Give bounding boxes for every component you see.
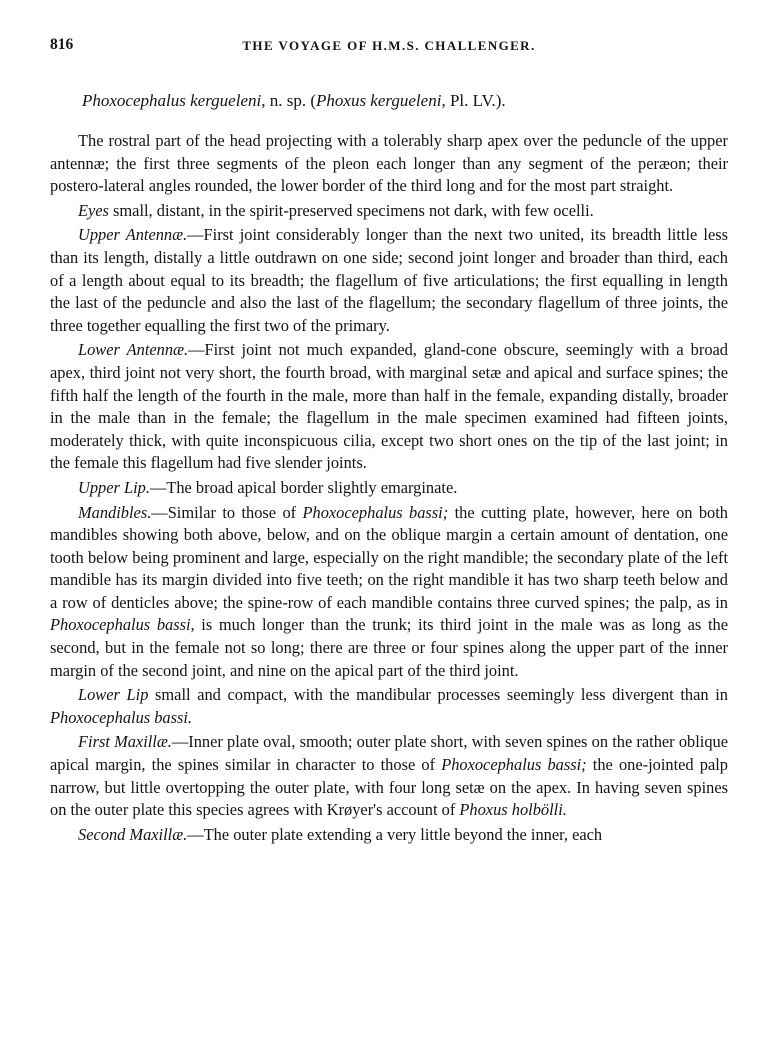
paragraph-eyes <box>50 200 728 223</box>
paragraph-text: small and compact, with the mandibular processes seemingly less divergent than in <box>148 685 728 705</box>
running-title: THE VOYAGE OF H.M.S. CHALLENGER. <box>242 38 536 53</box>
section-label: Mandibles. <box>78 502 152 522</box>
section-label: Second Maxillæ. <box>78 824 188 844</box>
paragraph-text: —The broad apical border slightly emarginate. <box>149 477 458 497</box>
paragraph-text: —Similar to those of <box>151 502 303 522</box>
paragraph-intro: The rostral part of the head projecting with a tolerably sharp apex over the peduncle of the upper antennæ; the first three segments of the pleon each longer than any segment of the peræon; their postero-lateral angles rounded, the lower border of the third long and for the most part straight. <box>50 131 728 196</box>
paragraph-first-maxillae <box>50 731 728 821</box>
species-heading <box>82 90 728 112</box>
page-number: 816 <box>50 36 74 53</box>
paragraph-text: —The outer plate extending a very little beyond the inner, each <box>187 824 603 844</box>
species-reference: Phoxocephalus bassi, <box>50 615 195 635</box>
page <box>50 36 728 846</box>
plate-reference: , Pl. LV.). <box>441 91 506 110</box>
species-name: Phoxocephalus kergueleni <box>82 91 262 110</box>
body-text <box>50 130 728 846</box>
section-label: First Maxillæ. <box>78 732 172 752</box>
paragraph-upper-antennae <box>50 224 728 337</box>
paragraph-text: —First joint considerably longer than the next two united, its breadth little less than its length, distally a little outdrawn on one side; second joint longer and broader than third, each of a length about equal to its breadth; the flagellum of five articulations; the first equalling in length the last of the peduncle and also the last of the flagellum; the secondary flagellum of three joints, the three together equalling the first two of the primary. <box>50 225 728 335</box>
species-synonym: Phoxus kergueleni <box>316 91 442 110</box>
paragraph-mandibles <box>50 502 728 683</box>
paragraph-second-maxillae <box>50 824 728 847</box>
paragraph-text: —First joint not much expanded, gland-cone obscure, seemingly with a broad apex, third joint not very short, the fourth broad, with marginal setæ and apical and surface spines; the fifth half the length of the fourth in the male, more than half in the female, expanding distally, broader in the male than in the female; the flagellum in the male specimen examined had fifteen joints, moderately thick, with quite inconspicuous cilia, except two short ones on the tip of the last joint; in the female this flagellum had five slender joints. <box>50 340 728 473</box>
paragraph-text: the one-jointed palp narrow, but little overtopping the outer plate, with four long setæ on the apex. In having seven spines on the outer plate this species agrees with Krøyer's account of <box>50 755 728 820</box>
section-label: Eyes <box>78 200 109 220</box>
paragraph-text: is much longer than the trunk; its third joint in the male was as long as the second, but in the female not so long; there are three or four spines along the upper part of the inner margin of the second joint, and nine on the apical part of the third joint. <box>50 615 728 680</box>
running-head <box>50 36 728 60</box>
section-label: Upper Lip. <box>78 477 150 497</box>
species-reference: Phoxocephalus bassi; <box>441 755 587 775</box>
paragraph-text: small, distant, in the spirit-preserved specimens not dark, with few ocelli. <box>108 200 594 220</box>
species-reference: Phoxocephalus bassi. <box>50 707 193 727</box>
paragraph-text: —Inner plate oval, smooth; outer plate short, with seven spines on the rather oblique apical margin, the spines similar in character to those of <box>50 732 728 775</box>
paragraph-text: the cutting plate, however, here on both mandibles showing both above, below, and on the oblique margin a certain amount of dentation, one tooth below being prominent and large, especially on the right mandible; the secondary plate of the left mandible has its margin divided into five teeth; on the right mandible it has two sharp teeth below and a row of denticles above; the spine-row of each mandible contains three curved spines; the palp, as in <box>50 502 728 612</box>
species-reference: Phoxus holbölli. <box>459 800 567 820</box>
species-status: , n. sp. ( <box>261 91 317 110</box>
paragraph-upper-lip <box>50 477 728 500</box>
section-label: Upper Antennæ. <box>78 225 188 245</box>
section-label: Lower Lip <box>78 685 149 705</box>
paragraph-lower-antennae <box>50 339 728 475</box>
paragraph-lower-lip <box>50 684 728 729</box>
species-reference: Phoxocephalus bassi; <box>302 502 449 522</box>
section-label: Lower Antennæ. <box>78 340 189 360</box>
